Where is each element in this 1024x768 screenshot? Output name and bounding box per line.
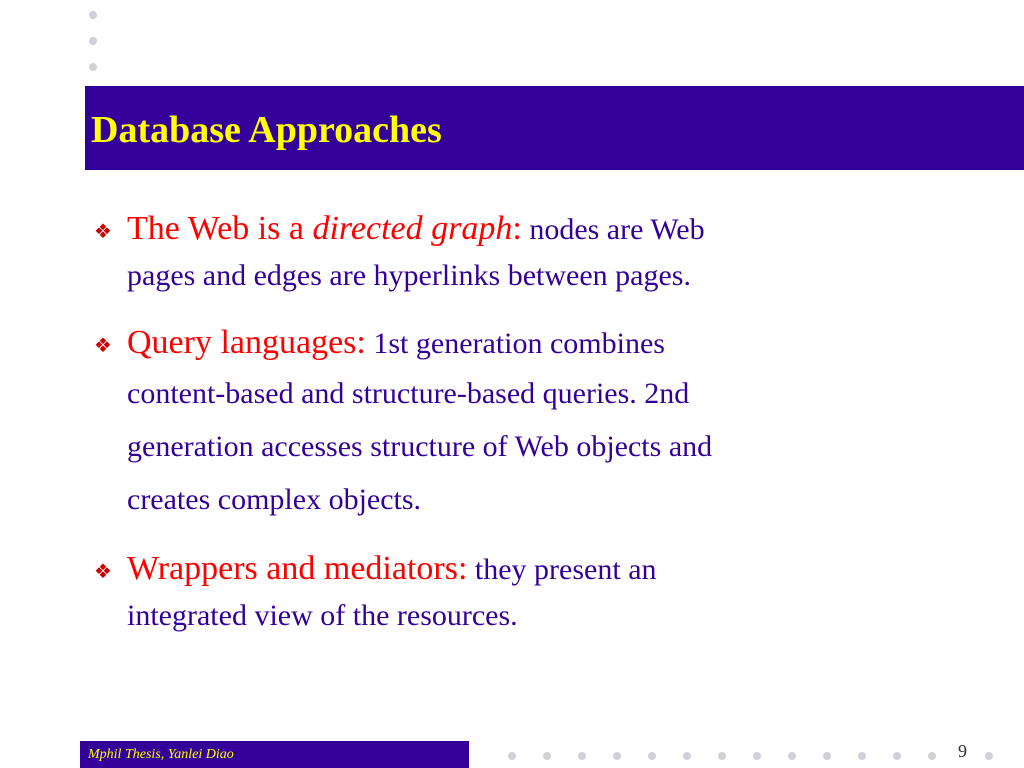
bullet-line: 1st generation combines: [373, 327, 665, 360]
bullet-term: Wrappers and mediators: [127, 550, 458, 587]
bullet-line: creates complex objects.: [127, 483, 422, 516]
decor-dot: [89, 63, 97, 71]
bullet-line: they present an: [474, 553, 657, 586]
diamond-bullet-icon: ❖: [94, 333, 112, 357]
decor-dot: [718, 752, 726, 760]
bullet-line: integrated view of the resources.: [127, 599, 518, 632]
decor-dot: [753, 752, 761, 760]
diamond-bullet-icon: ❖: [94, 219, 112, 243]
footer-text: Mphil Thesis, Yanlei Diao: [88, 747, 234, 762]
bullet-separator: :: [356, 324, 366, 361]
bullet-text: [127, 206, 927, 299]
decor-dot: [648, 752, 656, 760]
bullet-term: Query languages: [127, 324, 357, 361]
decor-dot: [823, 752, 831, 760]
footer-bar: [80, 741, 469, 768]
decor-dot: [683, 752, 691, 760]
decor-dot: [788, 752, 796, 760]
bullet-line: content-based and structure-based queries. 2nd: [127, 377, 690, 410]
bullet-term: The Web is a directed graph: [127, 210, 513, 247]
bullet-line: nodes are Web: [529, 213, 705, 246]
decor-dot: [858, 752, 866, 760]
page-number: 9: [958, 741, 967, 761]
diamond-bullet-icon: ❖: [94, 559, 112, 583]
bullet-text: [127, 546, 927, 639]
bullet-text: [127, 320, 927, 526]
decor-dot: [613, 752, 621, 760]
bullet-line: pages and edges are hyperlinks between pages.: [127, 259, 691, 292]
bullet-term-emphasis: directed graph: [312, 210, 513, 247]
decor-dot: [543, 752, 551, 760]
bullet-line: generation accesses structure of Web objects and: [127, 430, 713, 463]
bullet-separator: :: [512, 210, 522, 247]
slide-title-bar: [85, 86, 1024, 170]
decor-dot: [893, 752, 901, 760]
decor-dot: [89, 11, 97, 19]
slide-title: Database Approaches: [91, 109, 442, 151]
decor-dot: [928, 752, 936, 760]
decor-dot: [89, 37, 97, 45]
decor-dot: [508, 752, 516, 760]
decor-dot: [578, 752, 586, 760]
decor-dot: [985, 752, 993, 760]
bullet-separator: :: [457, 550, 468, 587]
